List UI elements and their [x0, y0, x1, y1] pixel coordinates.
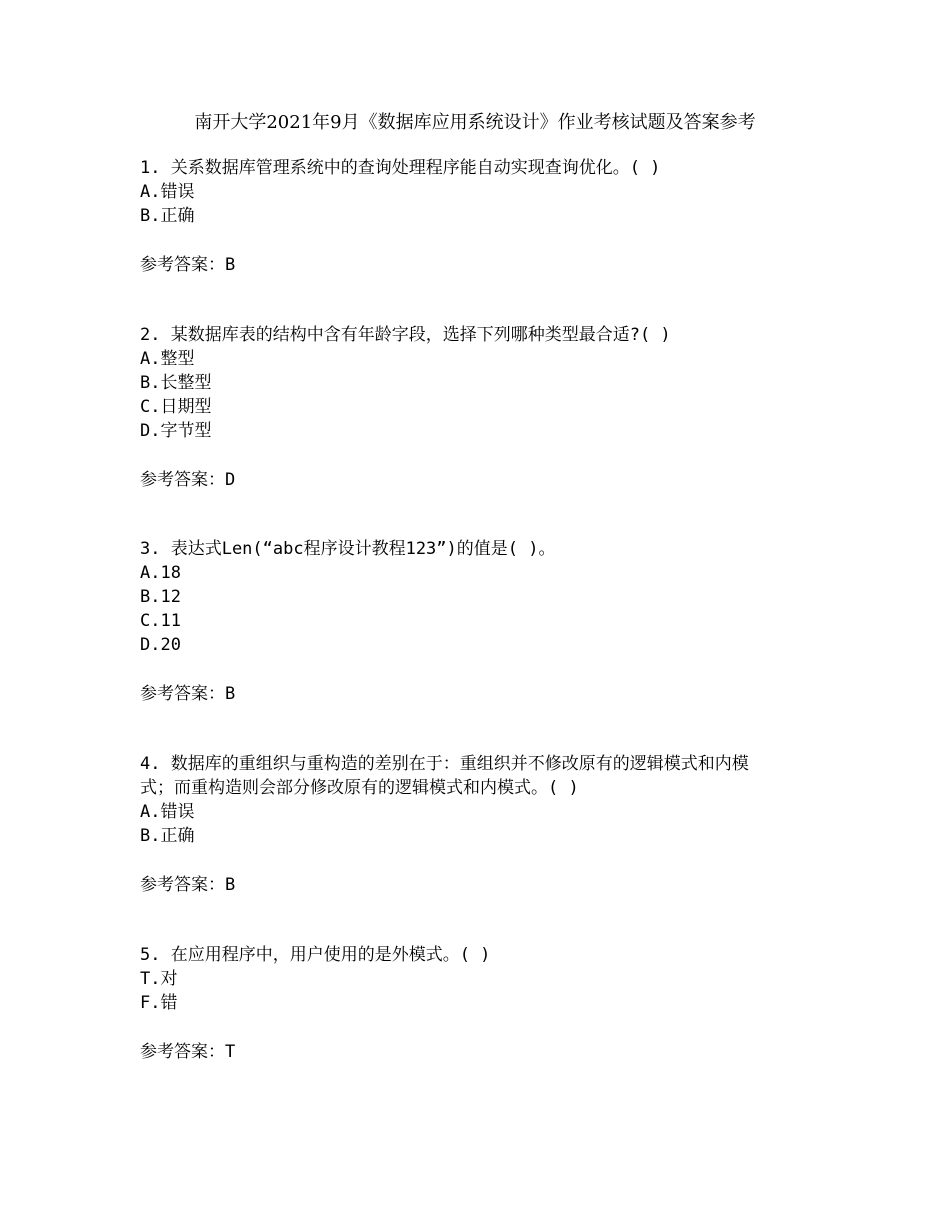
answer-value: B: [225, 684, 236, 704]
answer-value: B: [225, 875, 236, 895]
question-3-option-d: D.20: [140, 635, 181, 655]
question-5: [140, 943, 820, 1064]
question-2-answer: [140, 468, 820, 492]
question-4-option-a: A.错误: [140, 802, 195, 822]
question-2-stem: 2. 某数据库表的结构中含有年龄字段，选择下列哪种类型最合适?( ): [140, 325, 671, 345]
question-3-stem: 3. 表达式Len(“abc程序设计教程123”)的值是( )。: [140, 539, 556, 559]
question-5-option-f: F.错: [140, 993, 178, 1013]
question-3: [140, 537, 820, 706]
question-5-options: [140, 967, 820, 1015]
answer-value: T: [225, 1042, 236, 1062]
question-4-stem-line-2: 式；而重构造则会部分修改原有的逻辑模式和内模式。( ): [140, 778, 579, 798]
question-4-answer: [140, 873, 820, 897]
question-5-answer: [140, 1040, 820, 1064]
answer-label: 参考答案：: [140, 470, 225, 490]
question-1-option-b: B.正确: [140, 206, 195, 226]
question-1-option-a: A.错误: [140, 182, 195, 202]
question-2-option-a: A.整型: [140, 349, 195, 369]
question-2-option-c: C.日期型: [140, 397, 212, 417]
question-3-option-a: A.18: [140, 563, 181, 583]
question-3-options: [140, 561, 820, 657]
question-2: [140, 323, 820, 492]
answer-value: D: [225, 470, 236, 490]
question-1-stem: 1. 关系数据库管理系统中的查询处理程序能自动实现查询优化。( ): [140, 158, 661, 178]
question-4-option-b: B.正确: [140, 826, 195, 846]
question-4: [140, 752, 820, 897]
question-4-options: [140, 800, 820, 848]
answer-label: 参考答案：: [140, 255, 225, 275]
answer-value: B: [225, 255, 236, 275]
question-3-option-b: B.12: [140, 587, 181, 607]
answer-label: 参考答案：: [140, 684, 225, 704]
question-4-stem-line-1: 4. 数据库的重组织与重构造的差别在于：重组织并不修改原有的逻辑模式和内模: [140, 754, 749, 774]
answer-label: 参考答案：: [140, 875, 225, 895]
question-2-options: [140, 347, 820, 443]
question-2-option-d: D.字节型: [140, 421, 212, 441]
answer-label: 参考答案：: [140, 1042, 225, 1062]
document-title: 南开大学2021年9月《数据库应用系统设计》作业考核试题及答案参考: [194, 112, 756, 133]
question-1: [140, 156, 820, 277]
question-2-option-b: B.长整型: [140, 373, 212, 393]
question-1-options: [140, 180, 820, 228]
question-5-option-t: T.对: [140, 969, 178, 989]
question-3-answer: [140, 682, 820, 706]
question-1-answer: [140, 253, 820, 277]
question-3-option-c: C.11: [140, 611, 181, 631]
question-5-stem: 5. 在应用程序中，用户使用的是外模式。( ): [140, 945, 491, 965]
